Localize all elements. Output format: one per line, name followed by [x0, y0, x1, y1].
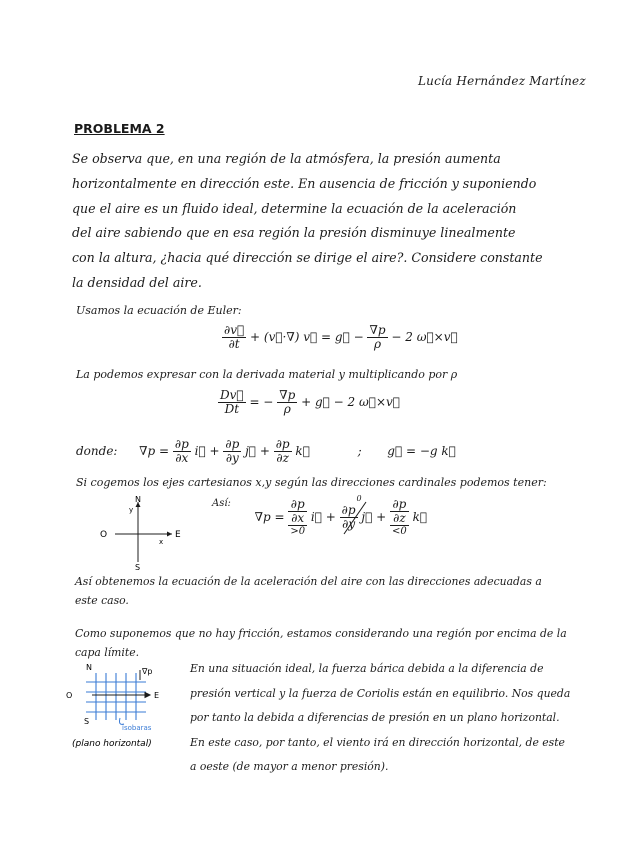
material-tail: + g⃗ − 2 ω⃗×v⃗ [301, 395, 400, 410]
isobar-diagram [62, 660, 182, 755]
fraction-numerator: ∂v⃗ [224, 323, 245, 337]
compass-y: y [129, 506, 134, 514]
material-intro: La podemos expresar con la derivada material y multiplicando por ρ [76, 368, 458, 381]
final-line: a oeste (de mayor a menor presión). [190, 760, 389, 773]
note-negative: <0 [392, 526, 407, 538]
compass-o: O [100, 530, 108, 540]
statement-line: Se observa que, en una región de la atmósfera, la presión aumenta [72, 151, 501, 166]
diagram-n: N [86, 663, 92, 672]
compass-e: E [175, 530, 181, 540]
separator: ; [357, 444, 362, 459]
fraction-denominator: ρ [373, 337, 382, 352]
isobars-label: isobaras [122, 724, 152, 732]
conclusion-line: este caso. [75, 594, 129, 607]
friction-line: Como suponemos que no hay fricción, estamos considerando una región por encima de la [75, 627, 567, 640]
isobar-grid [86, 673, 146, 720]
donde-label: donde: [76, 444, 118, 459]
unit-j: j⃗ + [245, 444, 270, 459]
asi-dz-fraction [390, 498, 409, 537]
material-lhs-fraction [218, 389, 246, 416]
donde-grad: ∇p = [139, 444, 170, 459]
asi-label: Así: [212, 498, 231, 509]
diagram-grad: ∇p [142, 667, 153, 676]
plane-caption: (plano horizontal) [72, 739, 152, 749]
material-middle: = − [249, 395, 274, 410]
fraction-denominator: ρ [283, 402, 291, 417]
fraction-denominator: ∂y [225, 451, 239, 466]
unit-j: j⃗ + [361, 510, 387, 525]
euler-equation [222, 324, 458, 351]
statement-line: del aire sabiendo que en esa región la presión disminuye linealmente [72, 225, 516, 241]
diagram-s: S [84, 717, 90, 726]
material-grad-fraction [277, 389, 297, 416]
east-arrowhead [145, 693, 150, 698]
donde-dz-fraction [274, 438, 292, 465]
fraction-numerator: ∂p [341, 503, 356, 517]
compass-diagram [90, 492, 200, 572]
fraction-numerator: Dv⃗ [220, 388, 244, 402]
note-positive: >0 [290, 526, 306, 538]
final-line: En este caso, por tanto, el viento irá en dirección horizontal, de este [190, 735, 565, 749]
axes-text: Si cogemos los ejes cartesianos x,y según las direcciones cardinales podemos tener: [76, 476, 547, 489]
asi-grad: ∇p = [254, 510, 285, 525]
euler-intro: Usamos la ecuación de Euler: [76, 304, 242, 317]
friction-line: capa límite. [75, 646, 140, 659]
fraction-denominator: Dt [224, 402, 240, 417]
asi-equation [212, 494, 428, 538]
donde-equation [76, 438, 456, 465]
fraction-denominator: ∂z [276, 451, 289, 466]
fraction-denominator: ∂x [175, 451, 189, 466]
final-line: En una situación ideal, la fuerza bárica debida a la diferencia de [190, 662, 544, 675]
fraction-denominator: ∂t [228, 337, 240, 352]
conclusion-line: Así obtenemos la ecuación de la aceleración del aire con las direcciones adecuadas a [75, 575, 542, 588]
compass-s: S [135, 563, 141, 572]
fraction-denominator: ∂x [291, 511, 305, 526]
euler-lhs-fraction [222, 324, 246, 351]
fraction-numerator: ∂p [390, 498, 409, 512]
statement-line: horizontalmente en dirección este. En ausencia de fricción y suponiendo [72, 175, 537, 191]
material-equation [218, 389, 400, 416]
asi-dy-fraction [340, 494, 362, 532]
fraction-denominator: ∂y [342, 517, 356, 532]
problem-statement [72, 147, 572, 296]
euler-grad-fraction [367, 324, 387, 351]
statement-line: que el aire es un fluido ideal, determine la ecuación de la aceleración [72, 200, 517, 216]
east-arrowhead [167, 532, 172, 537]
donde-dy-fraction [223, 438, 241, 465]
fraction-numerator: ∂p [225, 437, 240, 451]
fraction-numerator: ∂p [275, 437, 290, 451]
statement-line: con la altura, ¿hacia qué dirección se dirige el aire?. Considere constante [72, 250, 543, 266]
euler-tail: − 2 ω⃗×v⃗ [391, 330, 458, 345]
diagram-e: E [154, 691, 160, 700]
asi-dx-fraction [288, 498, 307, 537]
final-line: por tanto la debida a diferencias de presión en un plano horizontal. [190, 711, 560, 724]
author-name: Lucía Hernández Martínez [418, 74, 586, 88]
statement-line: la densidad del aire. [72, 274, 202, 290]
unit-i: i⃗ + [194, 444, 220, 459]
donde-dx-fraction [173, 438, 191, 465]
fraction-numerator: ∇p [279, 388, 296, 402]
unit-i: i⃗ + [310, 510, 336, 525]
final-line: presión vertical y la fuerza de Coriolis están en equilibrio. Nos queda [190, 686, 571, 700]
unit-k: k⃗ [295, 444, 310, 459]
fraction-numerator: ∂p [288, 498, 307, 512]
gravity-vector: g⃗ = −g k⃗ [387, 444, 456, 459]
note-zero: 0 [356, 494, 362, 503]
diagram-o: O [66, 691, 73, 700]
problem-title: PROBLEMA 2 [74, 121, 165, 136]
fraction-numerator: ∇p [369, 323, 386, 337]
conclusion-text [75, 572, 575, 610]
euler-middle: + (v⃗·∇) v⃗ = g⃗ − [250, 330, 364, 345]
fraction-denominator: ∂z [393, 511, 406, 526]
fraction-numerator: ∂p [174, 437, 189, 451]
compass-n: N [135, 495, 141, 504]
unit-k: k⃗ [412, 510, 428, 525]
final-paragraph [190, 657, 575, 780]
compass-x: x [159, 538, 164, 546]
strike-line [340, 500, 370, 538]
